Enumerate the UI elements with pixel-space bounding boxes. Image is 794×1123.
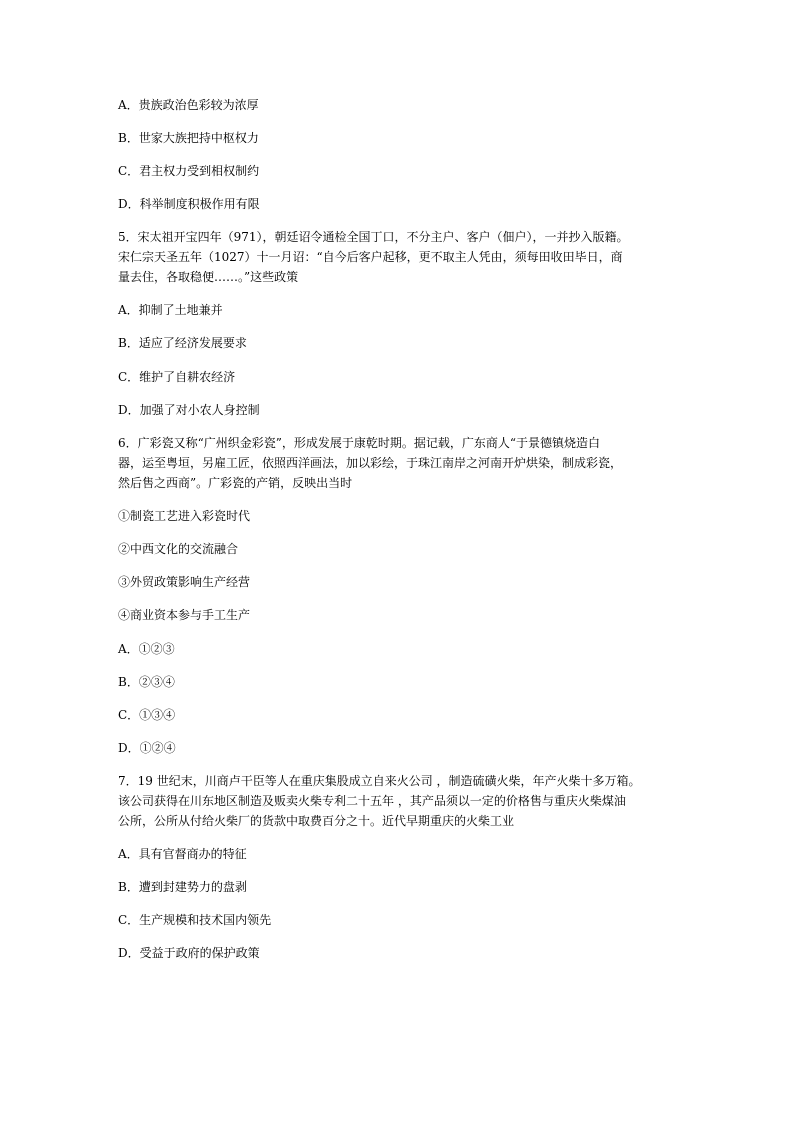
- q5-option-b: B．适应了经济发展要求: [118, 336, 247, 350]
- q5-option-d: D．加强了对小农人身控制: [118, 403, 260, 417]
- q4-option-b: B．世家大族把持中枢权力: [118, 131, 259, 145]
- q6-item-2: ②中西文化的交流融合: [118, 542, 239, 556]
- q6-stem-line-2: 器，运至粤垣，另雇工匠，依照西洋画法，加以彩绘，于珠江南岸之河南开炉烘染，制成彩瓷，: [118, 456, 623, 470]
- q6-stem-line-3: 然后售之西商”。广彩瓷的产销，反映出当时: [118, 476, 353, 490]
- q4-option-a: A．贵族政治色彩较为浓厚: [118, 98, 259, 112]
- q7-option-b: B．遭到封建势力的盘剥: [118, 880, 247, 894]
- q7-stem-line-3: 公所，公所从付给火柴厂的货款中取费百分之十。近代早期重庆的火柴工业: [118, 814, 515, 828]
- q6-option-a: A．①②③: [118, 642, 175, 656]
- q5-stem-line-1: 5．宋太祖开宝四年（971），朝廷诏令通检全国丁口，不分主户、客户（佃户），一并抄入版籍。: [118, 230, 629, 244]
- q6-option-c: C．①③④: [118, 708, 176, 722]
- q6-item-1: ①制瓷工艺进入彩瓷时代: [118, 509, 251, 523]
- q7-stem-line-1: 7．19 世纪末，川商卢干臣等人在重庆集股成立自来火公司 ，制造硫磺火柴，年产火柴十多万箱。: [118, 774, 641, 788]
- q6-item-3: ③外贸政策影响生产经营: [118, 575, 251, 589]
- q7-stem-line-2: 该公司获得在川东地区制造及贩卖火柴专利二十五年 ，其产品须以一定的价格售与重庆火柴煤油: [118, 794, 626, 808]
- q6-option-d: D．①②④: [118, 741, 176, 755]
- q6-stem-line-1: 6．广彩瓷又称“广州织金彩瓷”，形成发展于康乾时期。据记载，广东商人“于景德镇烧造白: [118, 436, 601, 450]
- q7-option-c: C．生产规模和技术国内领先: [118, 913, 272, 927]
- q5-stem-line-3: 量去住，各取稳便……。”这些政策: [118, 270, 299, 284]
- q5-option-a: A．抑制了土地兼并: [118, 303, 223, 317]
- q6-option-b: B．②③④: [118, 675, 175, 689]
- q7-option-d: D．受益于政府的保护政策: [118, 946, 260, 960]
- q7-option-a: A．具有官督商办的特征: [118, 847, 247, 861]
- q5-option-c: C．维护了自耕农经济: [118, 370, 236, 384]
- q6-item-4: ④商业资本参与手工生产: [118, 608, 251, 622]
- q5-stem-line-2: 宋仁宗天圣五年（1027）十一月诏：“自今后客户起移，更不取主人凭由，须每田收田毕日，商: [118, 250, 623, 264]
- q4-option-c: C．君主权力受到相权制约: [118, 164, 260, 178]
- q4-option-d: D．科举制度积极作用有限: [118, 197, 260, 211]
